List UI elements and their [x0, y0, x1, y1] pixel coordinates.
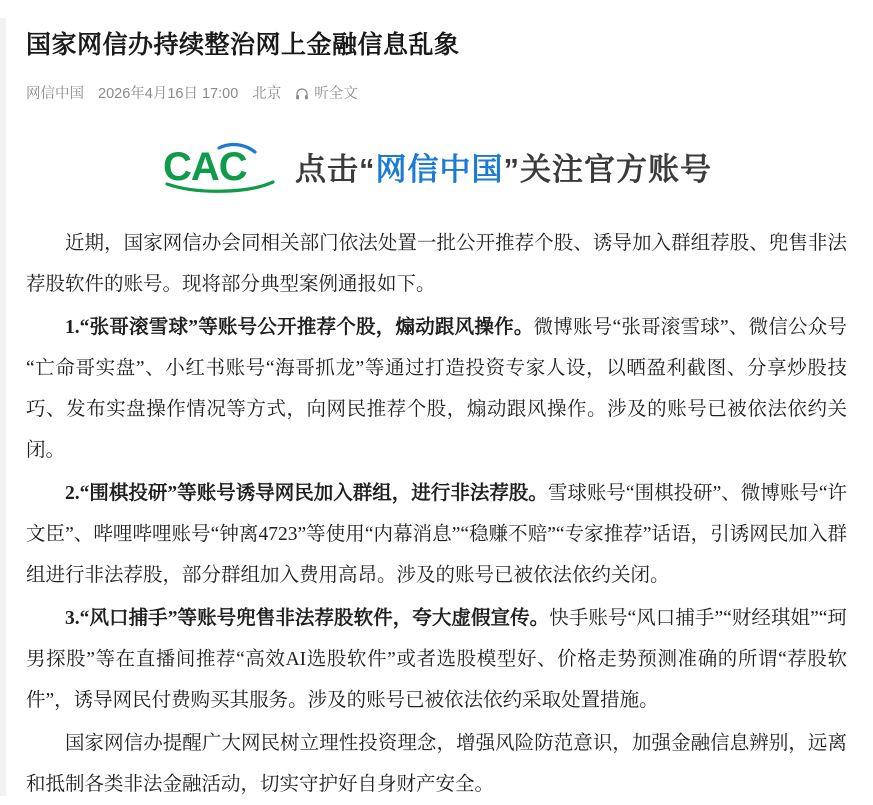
listen-full-text-label: 听全文 — [314, 86, 358, 102]
official-account-banner[interactable] — [26, 135, 847, 197]
page-title: 国家网信办持续整治网上金融信息乱象 — [26, 31, 460, 59]
meta-location: 北京 — [252, 86, 282, 102]
banner-text — [295, 144, 712, 189]
svg-text:CAC: CAC — [163, 145, 247, 189]
paragraph-lead: 1.“张哥滚雪球”等账号公开推荐个股，煽动跟风操作。 — [65, 317, 534, 338]
article-meta — [26, 82, 847, 109]
banner-text-accent: 网信中国 — [375, 151, 504, 187]
paragraph — [26, 723, 847, 805]
banner-text-prefix: 点击“ — [295, 151, 376, 187]
meta-source: 网信中国 — [26, 86, 84, 102]
paragraph — [26, 307, 847, 471]
article-body — [26, 223, 847, 805]
article-page — [0, 18, 873, 796]
cac-logo — [161, 138, 279, 194]
page-left-rule — [0, 18, 6, 796]
paragraph-text: 雪球账号“围棋投研”、微博账号“许文臣”、哔哩哔哩账号“钟离4723”等使用“内幕消息”“稳赚不赔”“专家推荐”话语，引诱网民加入群组进行非法荐股，部分群组加入费用高昂。涉及的账号已被依法依约关闭。 — [26, 483, 847, 586]
paragraph-lead: 3.“风口捕手”等账号兜售非法荐股软件，夸大虚假宣传。 — [65, 608, 550, 629]
paragraph — [26, 223, 847, 305]
paragraph-text: 快手账号“风口捕手”“财经琪姐”“珂男探股”等在直播间推荐“高效AI选股软件”或者选股模型好、价格走势预测准确的所谓“荐股软件”，诱导网民付费购买其服务。涉及的账号已被依法依约采取处置措施。 — [26, 608, 847, 711]
paragraph-text: 近期，国家网信办会同相关部门依法处置一批公开推荐个股、诱导加入群组荐股、兜售非法荐股软件的账号。现将部分典型案例通报如下。 — [26, 233, 847, 295]
headphone-icon — [295, 87, 309, 101]
banner-text-suffix: ”关注官方账号 — [503, 151, 712, 187]
meta-datetime: 2026年4月16日 17:00 — [98, 86, 239, 102]
paragraph-text: 国家网信办提醒广大网民树立理性投资理念，增强风险防范意识，加强金融信息辨别，远离和抵制各类非法金融活动，切实守护好自身财产安全。 — [26, 733, 847, 795]
listen-full-text-button[interactable] — [295, 82, 358, 103]
paragraph — [26, 473, 847, 596]
paragraph-lead: 2.“围棋投研”等账号诱导网民加入群组，进行非法荐股。 — [65, 483, 548, 504]
paragraph-text: 微博账号“张哥滚雪球”、微信公众号“亡命哥实盘”、小红书账号“海哥抓龙”等通过打造投资专家人设，以晒盈利截图、分享炒股技巧、发布实盘操作情况等方式，向网民推荐个股，煽动跟风操作。涉及的账号已被依法依约关闭。 — [26, 317, 847, 461]
paragraph — [26, 598, 847, 721]
